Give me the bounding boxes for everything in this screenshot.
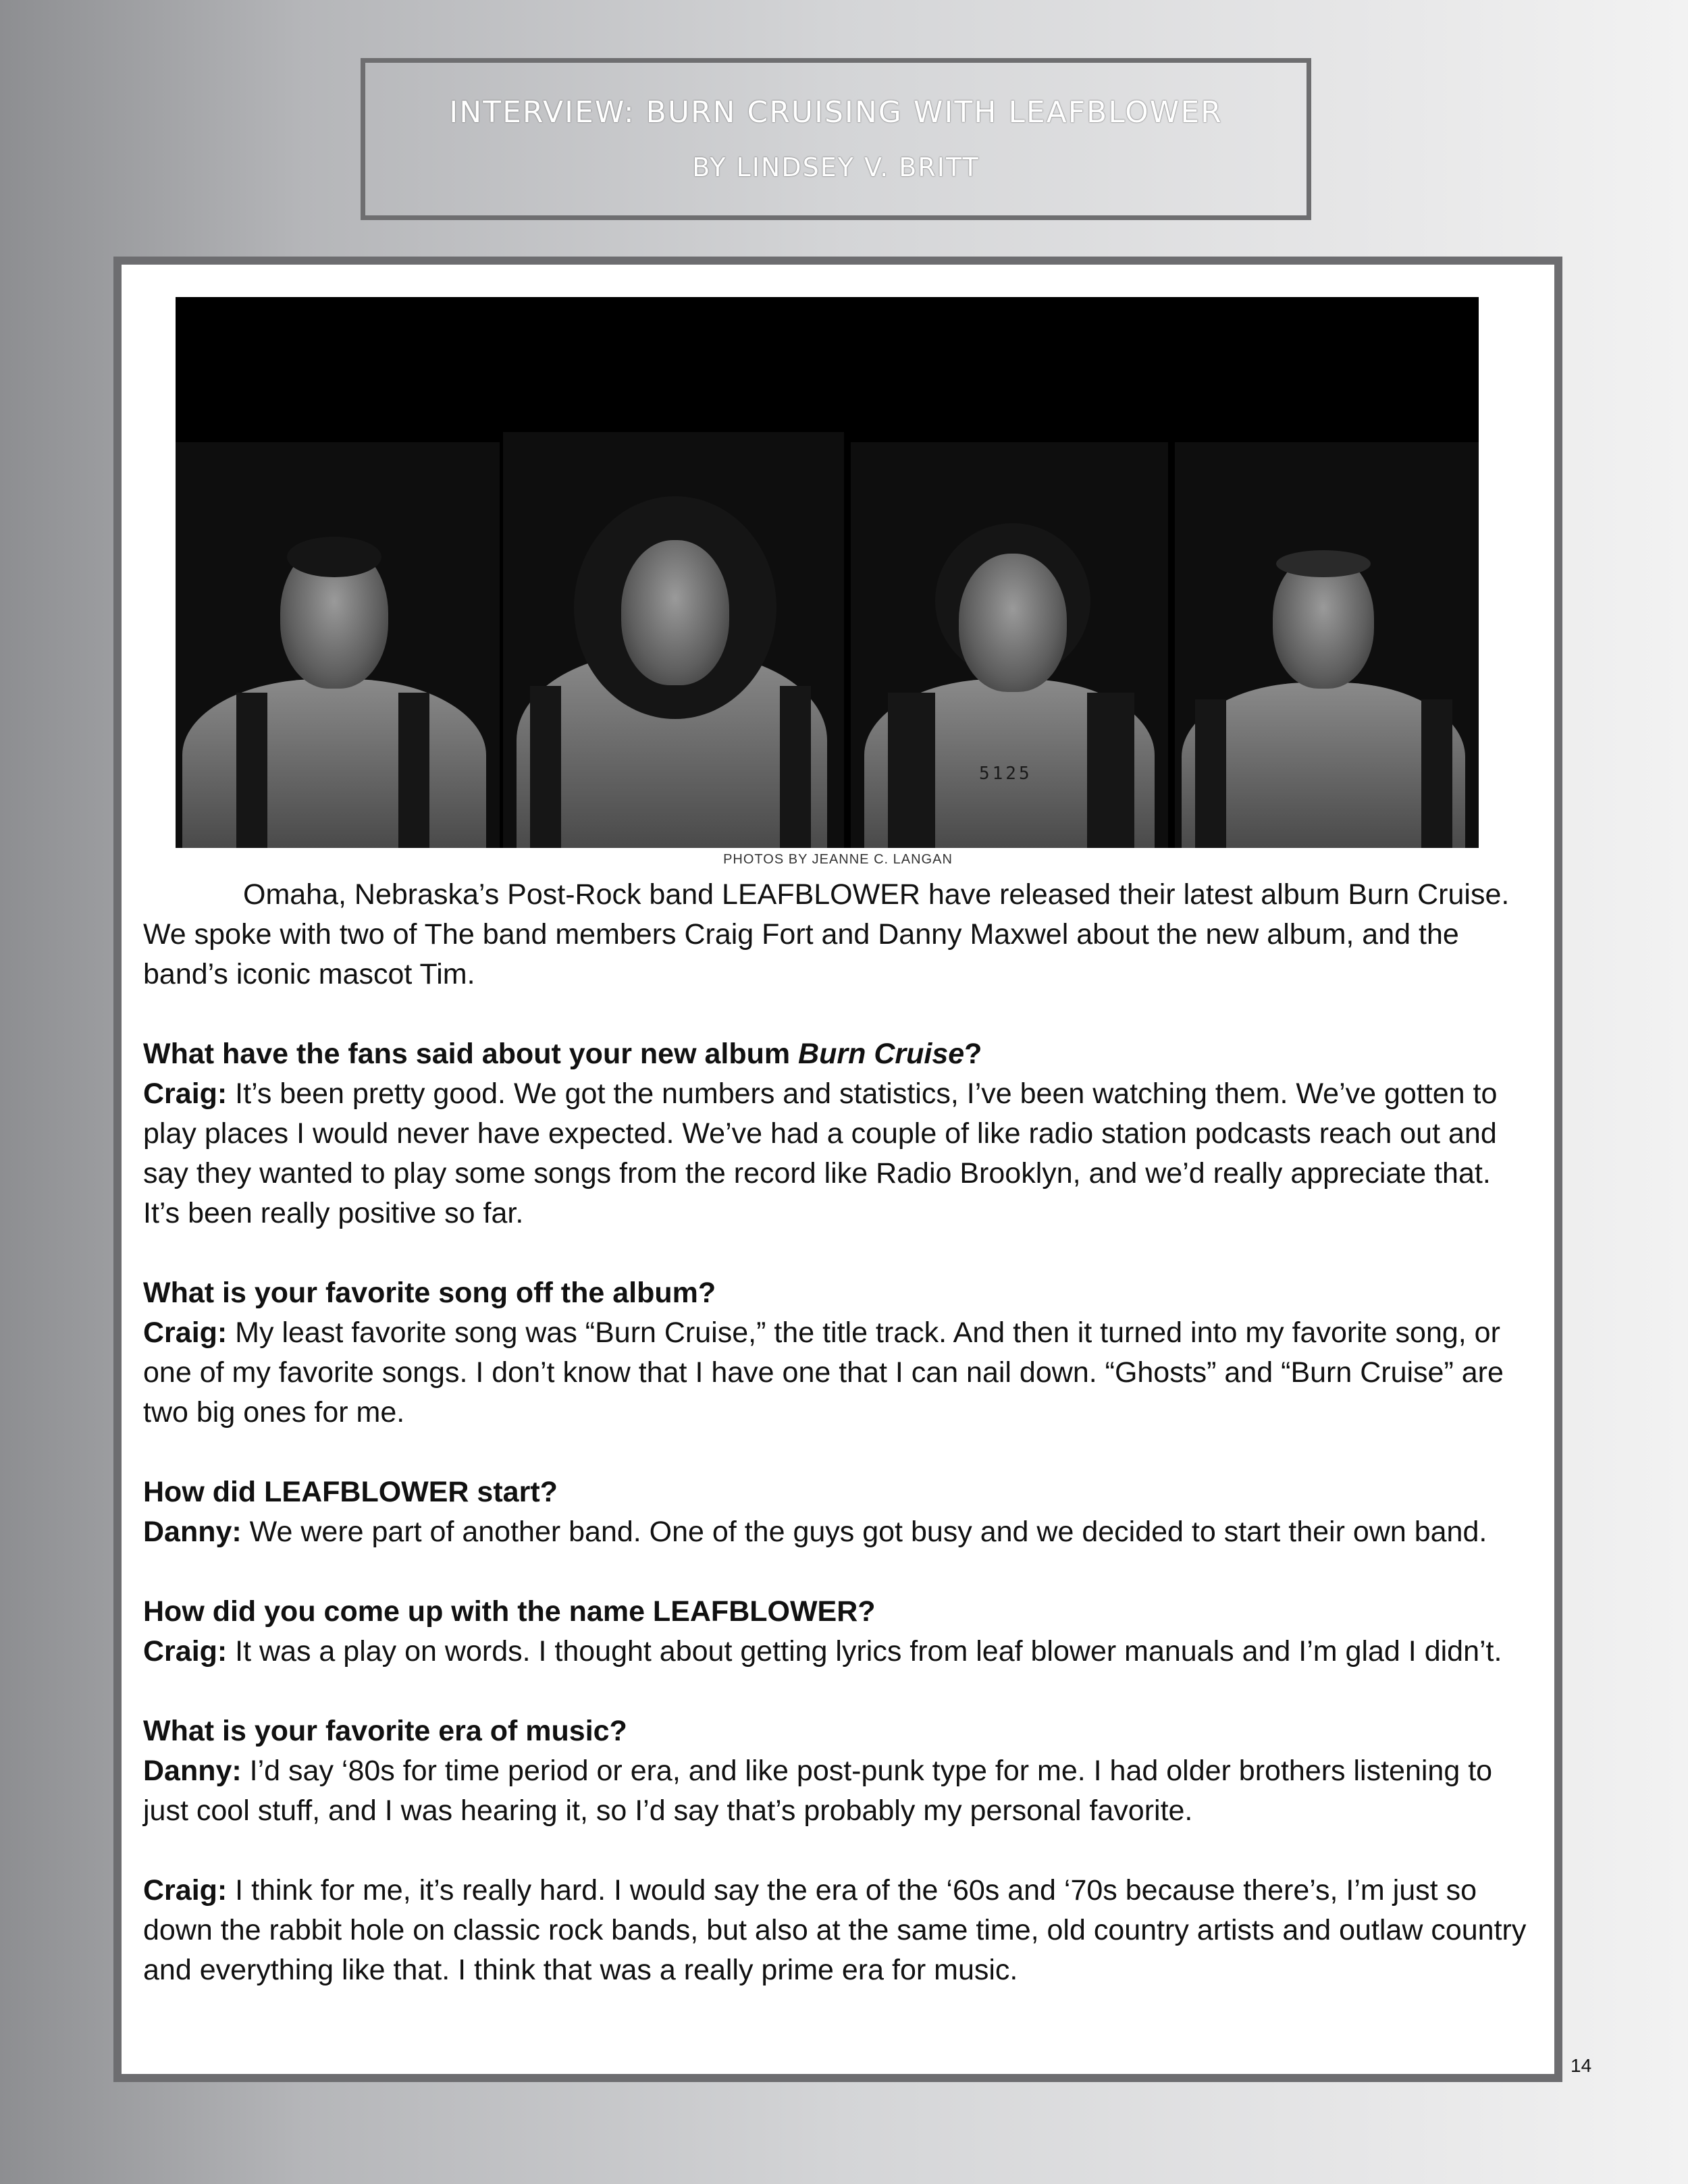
head-3: [959, 554, 1067, 692]
band-photo: [176, 297, 1479, 848]
question-1: What have the fans said about your new album Burn Cruise?: [143, 1038, 982, 1070]
portrait-2: [503, 432, 844, 848]
strap-3a: [888, 693, 935, 848]
hair-1: [287, 537, 381, 577]
strap-1a: [236, 693, 267, 848]
portrait-1: [176, 442, 500, 848]
article-byline: BY LINDSEY V. BRITT: [692, 153, 980, 182]
question-4: How did you come up with the name LEAFBLOWER?: [143, 1595, 876, 1628]
question-5: What is your favorite era of music?: [143, 1715, 627, 1747]
article-panel: [113, 257, 1562, 2082]
strap-2a: [530, 686, 561, 848]
article-title: INTERVIEW: BURN CRUISING WITH LEAFBLOWER: [449, 95, 1223, 130]
article-title-box: [361, 58, 1311, 220]
answer-2: Craig: My least favorite song was “Burn Cruise,” the title track. And then it turned into my favorite song, or one of my favorite songs. I don’t know that I have one that I can nail down. “Ghosts” and “Burn Cruise” are two big ones for me.: [143, 1316, 1504, 1429]
answer-4: Craig: It was a play on words. I thought about getting lyrics from leaf blower manuals and I’m glad I didn’t.: [143, 1635, 1502, 1668]
answer-5b: Craig: I think for me, it’s really hard. I would say the era of the ‘60s and ‘70s because there’s, I’m just so down the rabbit hole on classic rock bands, but also at the same time, old country artists and outlaw country and everything like that. I think that was a really prime era for music.: [143, 1874, 1527, 1986]
speaker-label: Danny:: [143, 1516, 242, 1548]
intro-paragraph: Omaha, Nebraska’s Post-Rock band LEAFBLOWER have released their latest album Burn Cruise. We spoke with two of The band members Craig Fort and Danny Maxwel about the new album, and the band’s iconic mascot Tim.: [143, 878, 1510, 990]
portrait-3: [851, 442, 1168, 848]
answer-1: Craig: It’s been pretty good. We got the numbers and statistics, I’ve been watching them. We’ve gotten to play places I would never have expected. We’ve had a couple of like radio station podcasts reach out and say they wanted to play some songs from the record like Radio Brooklyn, and we’d really appreciate that. It’s been really positive so far.: [143, 1077, 1498, 1229]
speaker-label: Danny:: [143, 1755, 242, 1787]
strap-4a: [1195, 699, 1226, 848]
answer-3: Danny: We were part of another band. One of the guys got busy and we decided to start their own band.: [143, 1516, 1487, 1548]
article-body: [143, 875, 1534, 1990]
speaker-label: Craig:: [143, 1316, 228, 1349]
photo-credit: PHOTOS BY JEANNE C. LANGAN: [723, 852, 953, 867]
strap-1b: [398, 693, 429, 848]
strap-3b: [1087, 693, 1134, 848]
page-number: 14: [1571, 2055, 1592, 2076]
answer-5: Danny: I’d say ‘80s for time period or era, and like post-punk type for me. I had older brothers listening to just cool stuff, and I was hearing it, so I’d say that’s probably my personal favorite.: [143, 1755, 1493, 1827]
torso-1: [182, 679, 486, 848]
question-2: What is your favorite song off the album?: [143, 1277, 716, 1309]
hair-4: [1276, 550, 1371, 577]
portrait-4: [1175, 442, 1479, 848]
strap-4b: [1421, 699, 1452, 848]
speaker-label: Craig:: [143, 1077, 228, 1110]
speaker-label: Craig:: [143, 1874, 228, 1907]
question-3: How did LEAFBLOWER start?: [143, 1476, 558, 1508]
tattoo-number: 5125: [979, 764, 1032, 784]
strap-2b: [780, 686, 811, 848]
head-2: [621, 540, 729, 685]
speaker-label: Craig:: [143, 1635, 228, 1668]
